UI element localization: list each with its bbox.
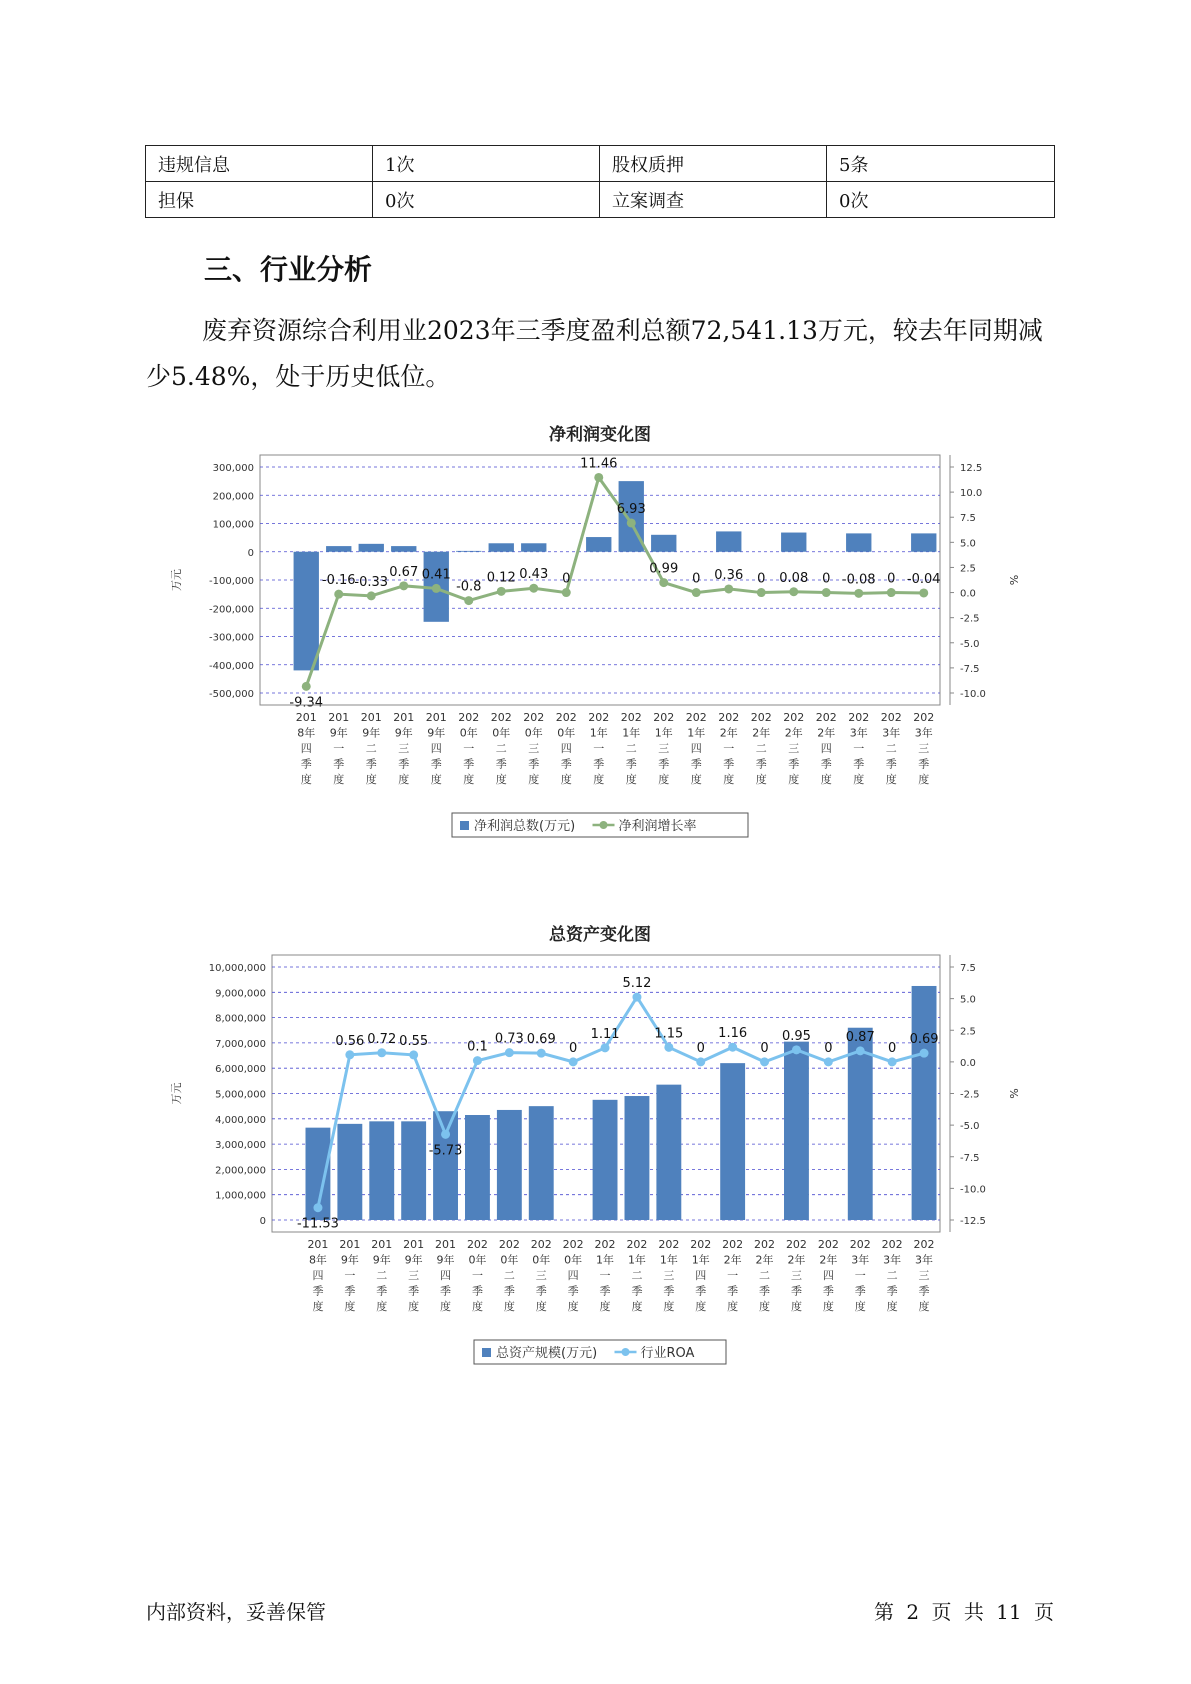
x-tick-label: 202 1年二季度 (620, 711, 642, 786)
x-tick-label: 202 3年三季度 (913, 1238, 935, 1313)
line-point (505, 1048, 514, 1057)
legend-bar-label: 总资产规模(万元) (496, 1346, 598, 1361)
y2-tick-label: 5.0 (960, 994, 976, 1006)
bar (326, 546, 351, 552)
legend-bar-label: 净利润总数(万元) (474, 819, 576, 834)
x-tick-label: 202 2年一季度 (722, 1238, 744, 1313)
data-label: 0.43 (519, 567, 549, 583)
line-point (632, 993, 641, 1002)
chart-title: 总资产变化图 (549, 925, 651, 945)
data-label: -0.16 (321, 573, 356, 589)
y-axis-title: 万元 (170, 569, 183, 591)
data-label: -0.08 (841, 572, 876, 588)
y2-tick-label: -5.0 (960, 1121, 980, 1133)
line-point (696, 1057, 705, 1066)
bar (497, 1110, 522, 1220)
y2-tick-label: -12.5 (960, 1216, 986, 1227)
bar (337, 1124, 362, 1220)
bar (656, 1085, 681, 1220)
bar (846, 533, 871, 551)
line-point (594, 473, 603, 482)
line-point (529, 584, 538, 593)
bar (716, 531, 741, 551)
data-label: 0 (888, 1040, 897, 1056)
data-label: -9.34 (289, 695, 324, 711)
bar (720, 1063, 745, 1220)
y-tick-label: -100,000 (209, 576, 254, 587)
y-tick-label: 3,000,000 (215, 1140, 266, 1152)
data-label: 0.67 (389, 564, 419, 580)
data-label: 5.12 (622, 976, 652, 992)
bar (651, 535, 676, 552)
line-point (887, 588, 896, 597)
x-tick-label: 202 1年一季度 (588, 711, 610, 786)
x-tick-label: 202 1年一季度 (594, 1238, 616, 1313)
chart-title: 净利润变化图 (549, 425, 651, 445)
bar (359, 544, 384, 552)
bar (911, 533, 936, 551)
y-tick-label: 300,000 (212, 463, 254, 474)
data-label: 0.73 (494, 1031, 524, 1047)
legend-line-marker (622, 1348, 630, 1356)
line-point (757, 588, 766, 597)
line-point (302, 682, 311, 691)
table-cell: 0次 (827, 182, 1055, 218)
line-point (854, 589, 863, 598)
data-label: 0.41 (421, 567, 451, 583)
x-tick-label: 202 2年四季度 (815, 711, 837, 786)
data-label: 0.08 (779, 570, 809, 586)
data-label: -0.33 (354, 574, 389, 590)
line-point (432, 584, 441, 593)
x-tick-label: 202 0年一季度 (466, 1238, 488, 1313)
line-point (724, 584, 733, 593)
data-label: -11.53 (296, 1216, 339, 1232)
y-tick-label: 6,000,000 (215, 1064, 266, 1076)
x-tick-label: 202 1年四季度 (685, 711, 707, 786)
y2-tick-label: 12.5 (960, 463, 983, 474)
data-label: 0 (760, 1040, 769, 1056)
y2-tick-label: -2.5 (960, 1089, 980, 1101)
x-tick-label: 202 0年四季度 (562, 1238, 584, 1313)
line-point (888, 1057, 897, 1066)
bar (586, 537, 611, 552)
y-tick-label: -200,000 (209, 604, 254, 616)
bar (909, 986, 939, 1220)
x-tick-label: 202 3年二季度 (880, 711, 902, 786)
data-label: 0.69 (909, 1032, 939, 1048)
y2-tick-label: -5.0 (960, 638, 980, 650)
bar (401, 1121, 426, 1220)
table-cell: 1次 (373, 146, 600, 182)
bar (369, 1121, 394, 1220)
line-point (537, 1049, 546, 1058)
line-point (562, 588, 571, 597)
line-point (760, 1057, 769, 1066)
x-tick-label: 201 9年一季度 (339, 1238, 361, 1313)
table-cell: 立案调查 (600, 182, 827, 218)
table-row (146, 146, 1055, 182)
y2-axis-title: % (1007, 1088, 1020, 1099)
line-point (664, 1043, 673, 1052)
data-label: 0.55 (399, 1033, 429, 1049)
y2-axis-title: % (1007, 574, 1020, 586)
x-tick-label: 202 2年一季度 (718, 711, 740, 786)
y2-tick-label: 5.0 (960, 538, 976, 550)
bar (456, 551, 481, 552)
x-tick-label: 202 2年二季度 (750, 711, 772, 786)
line-point (692, 588, 701, 597)
line-point (822, 588, 831, 597)
x-tick-label: 202 0年三季度 (530, 1238, 552, 1313)
line-point (441, 1130, 450, 1139)
section-title: 三、行业分析 (204, 253, 373, 286)
table-cell: 股权质押 (600, 146, 827, 182)
page-number: 第 2 页 共 11 页 (874, 1600, 1054, 1624)
line-point (601, 1043, 610, 1052)
x-tick-label: 202 3年三季度 (913, 711, 935, 786)
x-tick-label: 202 3年一季度 (848, 711, 870, 786)
data-label: -5.73 (428, 1143, 463, 1159)
x-tick-label: 202 3年一季度 (849, 1238, 871, 1313)
bar (781, 533, 806, 552)
data-label: -0.8 (456, 579, 482, 595)
footer-note: 内部资料，妥善保管 (146, 1600, 326, 1624)
x-tick-label: 201 9年二季度 (360, 711, 382, 786)
data-label: 0 (569, 1040, 578, 1056)
table-cell: 担保 (146, 182, 373, 218)
table-cell: 5条 (827, 146, 1055, 182)
data-label: 0.99 (649, 561, 679, 577)
y2-tick-label: -2.5 (960, 613, 980, 625)
bar (465, 1115, 490, 1220)
x-tick-label: 202 0年四季度 (555, 711, 577, 786)
y2-tick-label: 0.0 (960, 1057, 976, 1069)
y-tick-label: 0 (247, 547, 254, 559)
data-label: 0 (692, 571, 701, 587)
bar (294, 552, 319, 671)
y2-tick-label: 10.0 (960, 488, 983, 500)
y-tick-label: 9,000,000 (215, 988, 266, 1000)
data-label: 0.12 (486, 570, 516, 586)
y-tick-label: -300,000 (209, 632, 254, 644)
bar (489, 543, 514, 551)
data-label: 0.95 (781, 1028, 811, 1044)
data-label: 0 (562, 571, 571, 587)
line-point (824, 1057, 833, 1066)
line-point (728, 1043, 737, 1052)
x-tick-label: 202 0年二季度 (490, 711, 512, 786)
y2-tick-label: -10.0 (960, 1184, 986, 1196)
x-tick-label: 202 2年三季度 (785, 1238, 807, 1313)
data-label: 0 (887, 571, 896, 587)
y-tick-label: -400,000 (209, 660, 254, 672)
data-label: 0 (824, 1040, 833, 1056)
line-point (919, 588, 928, 597)
y-tick-label: 200,000 (212, 491, 254, 503)
y2-tick-label: 7.5 (960, 513, 976, 525)
line-point (409, 1050, 418, 1059)
y2-tick-label: -7.5 (960, 663, 980, 675)
data-label: 1.15 (654, 1026, 684, 1042)
y2-tick-label: 0.0 (960, 588, 976, 600)
bar (391, 546, 416, 552)
data-label: 0.72 (367, 1031, 397, 1047)
data-label: 0.69 (526, 1032, 556, 1048)
y2-tick-label: 2.5 (960, 563, 976, 575)
x-tick-label: 202 2年二季度 (754, 1238, 776, 1313)
y-tick-label: 2,000,000 (215, 1165, 266, 1177)
x-tick-label: 202 0年一季度 (458, 711, 480, 786)
line-point (569, 1057, 578, 1066)
legend-line-marker (600, 821, 608, 829)
legend-bar-swatch (482, 1348, 491, 1357)
y-tick-label: 100,000 (212, 519, 254, 531)
data-label: 0 (822, 571, 831, 587)
x-tick-label: 202 2年三季度 (783, 711, 805, 786)
y-tick-label: 10,000,000 (208, 963, 266, 974)
line-point (497, 587, 506, 596)
y-axis-title: 万元 (170, 1082, 183, 1105)
line-point (659, 578, 668, 587)
bar (529, 1106, 554, 1220)
bar (845, 1028, 875, 1220)
x-tick-label: 202 1年三季度 (653, 711, 675, 786)
bar (433, 1111, 458, 1220)
data-label: 6.93 (616, 501, 646, 517)
data-label: 0 (696, 1040, 705, 1056)
line-point (792, 1045, 801, 1054)
data-label: 0 (757, 571, 766, 587)
bar (593, 1100, 618, 1220)
legend-bar-swatch (460, 821, 469, 830)
x-tick-label: 202 3年二季度 (881, 1238, 903, 1313)
line-point (856, 1046, 865, 1055)
y2-tick-label: -7.5 (960, 1152, 980, 1164)
x-tick-label: 202 1年二季度 (626, 1238, 648, 1313)
legend-line-label: 行业ROA (640, 1346, 695, 1361)
y-tick-label: 5,000,000 (215, 1089, 266, 1101)
line-point (920, 1049, 929, 1058)
x-tick-label: 202 1年三季度 (658, 1238, 680, 1313)
table-row (146, 182, 1055, 218)
line-point (334, 590, 343, 599)
line-point (399, 581, 408, 590)
x-tick-label: 201 9年四季度 (435, 1238, 457, 1313)
y-tick-label: 1,000,000 (215, 1190, 266, 1202)
data-label: 1.11 (590, 1026, 620, 1042)
line-point (627, 518, 636, 527)
x-tick-label: 201 9年三季度 (393, 711, 415, 786)
body-paragraph: 废弃资源综合利用业2023年三季度盈利总额72,541.13万元，较去年同期减少5.48%，处于历史低位。 (146, 316, 1043, 391)
y-tick-label: 0 (259, 1216, 266, 1227)
table-cell: 违规信息 (146, 146, 373, 182)
x-tick-label: 201 8年四季度 (295, 711, 317, 786)
x-tick-label: 201 9年四季度 (425, 711, 447, 786)
bar (784, 1042, 809, 1220)
line-point (377, 1048, 386, 1057)
data-label: 0.87 (845, 1029, 875, 1045)
table-cell: 0次 (373, 182, 600, 218)
x-tick-label: 201 9年二季度 (371, 1238, 393, 1313)
x-tick-label: 202 2年四季度 (817, 1238, 839, 1313)
line-point (464, 596, 473, 605)
y-tick-label: -500,000 (209, 689, 254, 700)
x-tick-label: 201 8年四季度 (307, 1238, 329, 1313)
x-tick-label: 202 0年二季度 (498, 1238, 520, 1313)
y2-tick-label: 7.5 (960, 963, 976, 974)
line-point (345, 1050, 354, 1059)
data-label: 0.56 (335, 1033, 365, 1049)
y-tick-label: 7,000,000 (215, 1038, 266, 1050)
series-line (306, 477, 924, 686)
data-label: -0.04 (906, 571, 941, 587)
data-label: 0.1 (467, 1039, 488, 1055)
x-tick-label: 202 1年四季度 (690, 1238, 712, 1313)
y-tick-label: 8,000,000 (215, 1013, 266, 1025)
bar (521, 543, 546, 551)
net-profit-chart (150, 415, 1050, 880)
data-label: 0.36 (714, 567, 744, 583)
legend-line-label: 净利润增长率 (618, 819, 697, 834)
data-label: 11.46 (580, 456, 618, 472)
line-point (789, 587, 798, 596)
data-label: 1.16 (718, 1026, 748, 1042)
info-table (145, 145, 1055, 218)
x-tick-label: 201 9年三季度 (403, 1238, 425, 1313)
y-tick-label: 4,000,000 (215, 1114, 266, 1126)
line-point (473, 1056, 482, 1065)
line-point (367, 591, 376, 600)
y2-tick-label: -10.0 (960, 689, 986, 700)
y2-tick-label: 2.5 (960, 1026, 976, 1038)
line-point (313, 1203, 322, 1212)
total-assets-chart (150, 915, 1050, 1380)
bar (625, 1096, 650, 1220)
x-tick-label: 201 9年一季度 (328, 711, 350, 786)
x-tick-label: 202 0年三季度 (523, 711, 545, 786)
